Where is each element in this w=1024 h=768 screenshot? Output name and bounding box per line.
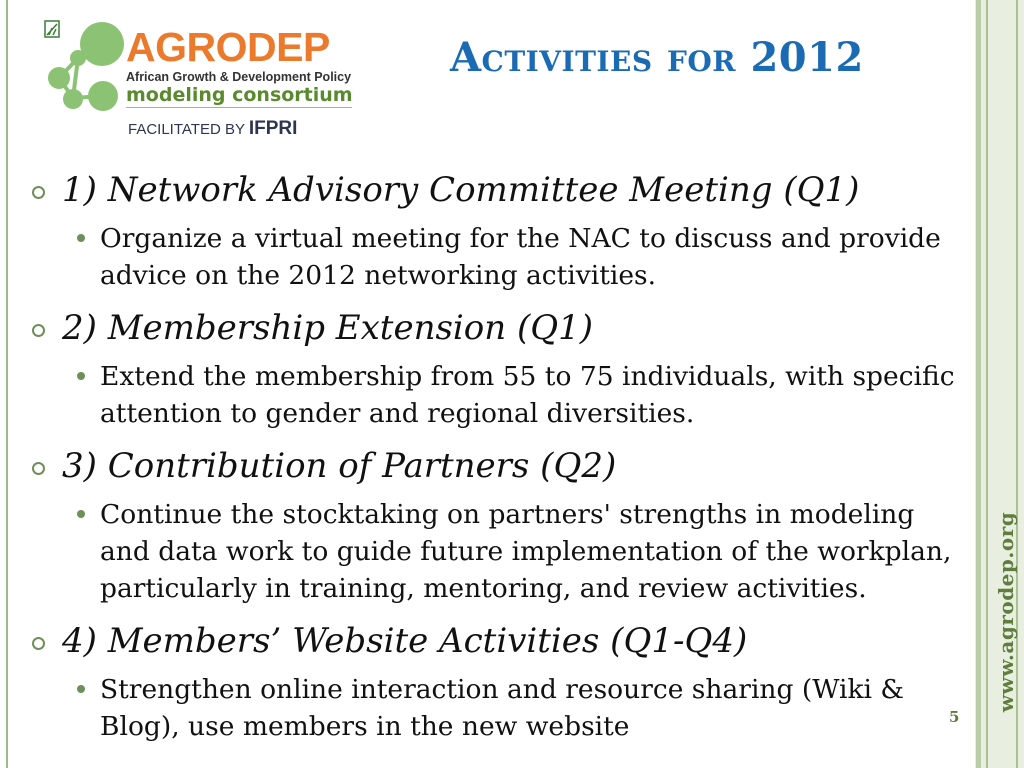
dot-bullet-icon xyxy=(77,510,85,518)
circle-bullet-icon xyxy=(32,637,45,650)
activity-detail xyxy=(28,496,968,607)
facilitated-by xyxy=(128,118,297,140)
facilitated-prefix: FACILITATED BY xyxy=(128,121,245,138)
activity-heading xyxy=(28,442,968,490)
circle-bullet-icon xyxy=(32,324,45,337)
website-url: www.agrodep.org xyxy=(994,511,1018,713)
page-number: 5 xyxy=(949,708,960,726)
activity-heading-text: 3) Contribution of Partners (Q2) xyxy=(62,446,617,486)
activity-detail-text: Continue the stocktaking on partners' strengths in modeling and data work to guide future implementation of the workplan, particularly in training, mentoring, and review activities. xyxy=(100,499,952,604)
dot-bullet-icon xyxy=(77,372,85,380)
activity-heading-text: 4) Members’ Website Activities (Q1-Q4) xyxy=(62,621,748,661)
activity-detail-text: Organize a virtual meeting for the NAC to discuss and provide advice on the 2012 networking activities. xyxy=(100,223,941,291)
activity-heading-text: 1) Network Advisory Committee Meeting (Q1) xyxy=(62,170,860,210)
brand-name: AGRODEP xyxy=(126,24,330,70)
circle-bullet-icon xyxy=(32,186,45,199)
right-border-line xyxy=(986,0,988,768)
list-item xyxy=(28,166,968,294)
activity-heading xyxy=(28,166,968,214)
activity-detail-text: Strengthen online interaction and resource sharing (Wiki & Blog), use members in the new website xyxy=(100,674,905,742)
list-item xyxy=(28,304,968,432)
dot-bullet-icon xyxy=(77,234,85,242)
slide-title: Activities for 2012 xyxy=(450,34,864,81)
ifpri-leaf-icon xyxy=(44,20,60,38)
activity-detail-text: Extend the membership from 55 to 75 individuals, with specific attention to gender and regional diversities. xyxy=(100,361,955,429)
activities-list xyxy=(28,166,968,755)
facilitated-org: IFPRI xyxy=(248,118,298,139)
activity-detail xyxy=(28,358,968,432)
agrodep-logo xyxy=(44,20,364,140)
brand-tagline: African Growth & Development Policy xyxy=(126,70,352,84)
activity-detail xyxy=(28,220,968,294)
circle-bullet-icon xyxy=(32,462,45,475)
left-border-line xyxy=(6,0,8,768)
brand-divider xyxy=(126,107,352,108)
list-item xyxy=(28,617,968,745)
activity-heading-text: 2) Membership Extension (Q1) xyxy=(62,308,594,348)
activity-detail xyxy=(28,671,968,745)
dot-bullet-icon xyxy=(77,685,85,693)
right-border-line xyxy=(976,0,981,768)
brand-subtitle: modeling consortium xyxy=(126,84,353,106)
list-item xyxy=(28,442,968,607)
activity-heading xyxy=(28,304,968,352)
activity-heading xyxy=(28,617,968,665)
